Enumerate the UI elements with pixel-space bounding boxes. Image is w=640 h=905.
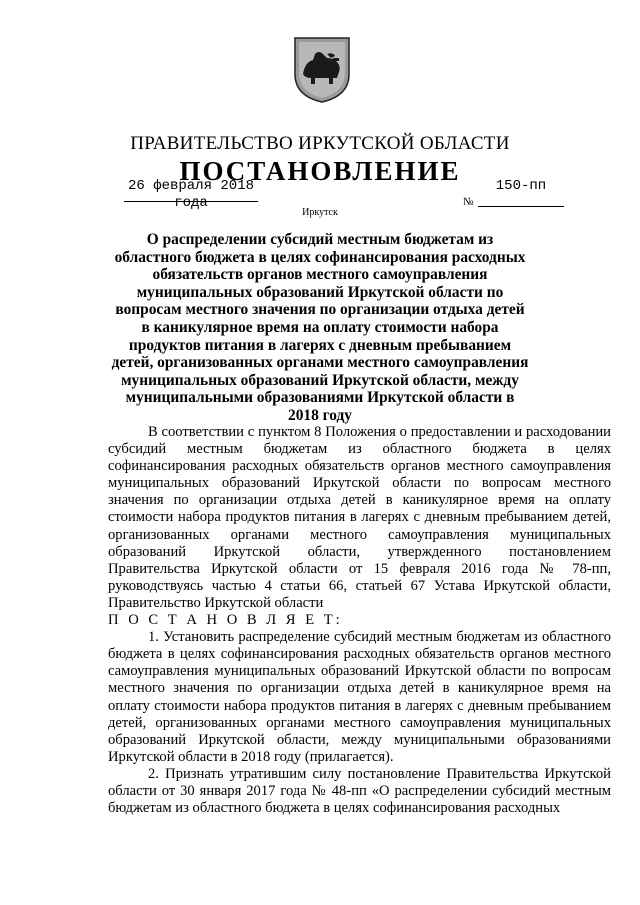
- government-name: ПРАВИТЕЛЬСТВО ИРКУТСКОЙ ОБЛАСТИ: [130, 133, 510, 154]
- document-body: [108, 424, 611, 817]
- date-underline: [124, 201, 258, 202]
- item-2-paragraph: 2. Признать утратившим силу постановление Правительства Иркутской области от 30 января 2017 года № 48-пп «О распределении субсидий местным бюджетам из областного бюджета в целях софинансирования расходных: [108, 765, 611, 817]
- document-heading: О распределении субсидий местным бюджетам из областного бюджета в целях софинансирования расходных обязательств органов местного самоуправления муниципальных образований Иркутской области по вопросам местного значения по организации отдыха детей в каникулярное время на оплату стоимости набора продуктов питания в лагерях с дневным пребыванием детей, организованных органами местного самоуправления муниципальных образований Иркутской области, между муниципальными образованиями Иркутской области в 2018 году: [111, 231, 529, 424]
- item-1-paragraph: 1. Установить распределение субсидий местным бюджетам из областного бюджета в целях софинансирования расходных обязательств органов местного самоуправления муниципальных образований Иркутской области по вопросам местного значения по организации отдыха детей в каникулярное время на оплату стоимости набора продуктов питания в лагерях с дневным пребыванием детей, организованных органами местного самоуправления муниципальных образований Иркутской области, между муниципальными образованиями Иркутской области в 2018 году (прилагается).: [108, 629, 611, 765]
- city-name: Иркутск: [302, 207, 338, 218]
- coat-of-arms-icon: [293, 34, 351, 104]
- number-sign: №: [463, 196, 474, 208]
- document-date: 26 февраля 2018 года: [127, 178, 255, 211]
- document-type: ПОСТАНОВЛЕНИЕ: [179, 156, 461, 186]
- preamble-paragraph: В соответствии с пунктом 8 Положения о предоставлении и расходовании субсидий местным бюджетам из областного бюджета в целях софинансирования расходных обязательств органов местного самоуправления муниципальных образований Иркутской области по вопросам местного значения по организации отдыха детей в каникулярное время на оплату стоимости набора продуктов питания в лагерях с дневным пребыванием детей, организованных органами местного самоуправления муниципальных образований Иркутской области, утвержденного постановлением Правительства Иркутской области от 15 февраля 2016 года № 78-пп, руководствуясь частью 4 статьи 66, статьей 67 Устава Иркутской области, Правительство Иркутской области: [108, 424, 611, 611]
- document-number: 150-пп: [495, 178, 547, 194]
- resolves-heading: П О С Т А Н О В Л Я Е Т:: [108, 612, 343, 629]
